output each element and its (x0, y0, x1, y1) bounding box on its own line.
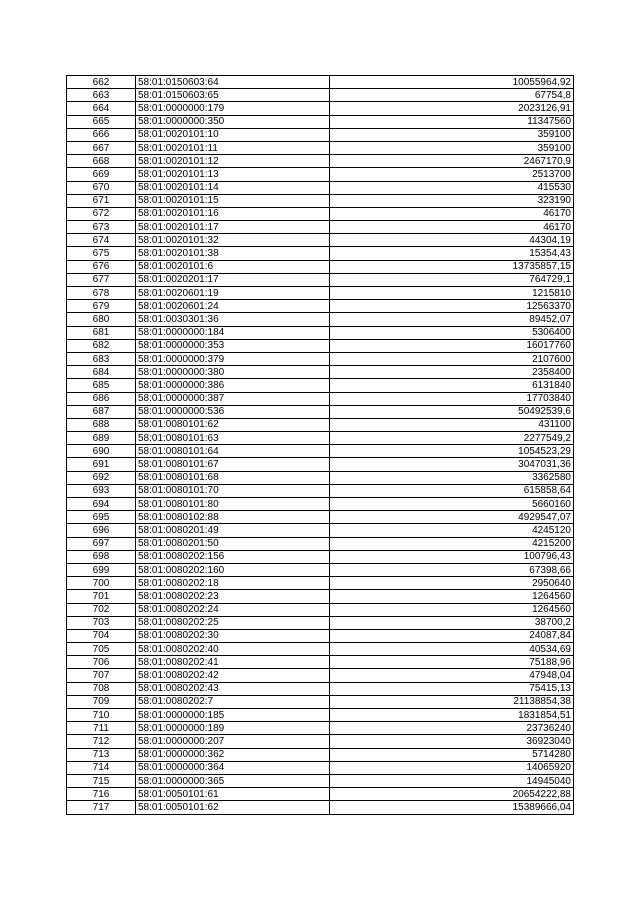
value-cell: 46170 (330, 207, 574, 220)
cadastral-number-cell: 58:01:0020101:38 (136, 247, 330, 260)
cadastral-number-cell: 58:01:0000000:189 (136, 722, 330, 735)
value-cell: 2107600 (330, 352, 574, 365)
row-number-cell: 674 (67, 234, 136, 247)
data-table (66, 75, 574, 815)
row-number-cell: 681 (67, 326, 136, 339)
value-cell: 11347560 (330, 115, 574, 128)
table-row (67, 128, 574, 141)
row-number-cell: 703 (67, 616, 136, 629)
cadastral-number-cell: 58:01:0020101:15 (136, 194, 330, 207)
row-number-cell: 701 (67, 590, 136, 603)
cadastral-number-cell: 58:01:0080202:41 (136, 656, 330, 669)
cadastral-number-cell: 58:01:0000000:350 (136, 115, 330, 128)
table-row (67, 709, 574, 722)
table-row (67, 366, 574, 379)
row-number-cell: 680 (67, 313, 136, 326)
table-row (67, 194, 574, 207)
value-cell: 5660160 (330, 498, 574, 511)
value-cell: 3047031,36 (330, 458, 574, 471)
table-row (67, 260, 574, 273)
row-number-cell: 704 (67, 629, 136, 642)
value-cell: 415530 (330, 181, 574, 194)
row-number-cell: 715 (67, 774, 136, 787)
value-cell: 17703840 (330, 392, 574, 405)
cadastral-number-cell: 58:01:0080202:160 (136, 563, 330, 576)
cadastral-number-cell: 58:01:0150603:65 (136, 89, 330, 102)
cadastral-number-cell: 58:01:0020101:10 (136, 128, 330, 141)
table-row (67, 788, 574, 801)
value-cell: 4245120 (330, 524, 574, 537)
cadastral-number-cell: 58:01:0080202:7 (136, 695, 330, 708)
value-cell: 50492539,6 (330, 405, 574, 418)
value-cell: 5306400 (330, 326, 574, 339)
table-row (67, 445, 574, 458)
value-cell: 13735857,15 (330, 260, 574, 273)
row-number-cell: 709 (67, 695, 136, 708)
value-cell: 4215200 (330, 537, 574, 550)
value-cell: 100796,43 (330, 550, 574, 563)
table-row (67, 76, 574, 89)
cadastral-number-cell: 58:01:0000000:386 (136, 379, 330, 392)
table-row (67, 471, 574, 484)
table-row (67, 300, 574, 313)
row-number-cell: 705 (67, 643, 136, 656)
value-cell: 14945040 (330, 774, 574, 787)
row-number-cell: 702 (67, 603, 136, 616)
row-number-cell: 698 (67, 550, 136, 563)
row-number-cell: 714 (67, 761, 136, 774)
value-cell: 431100 (330, 418, 574, 431)
table-row (67, 379, 574, 392)
row-number-cell: 663 (67, 89, 136, 102)
cadastral-number-cell: 58:01:0020101:16 (136, 207, 330, 220)
table-row (67, 102, 574, 115)
table-row (67, 616, 574, 629)
table-row (67, 537, 574, 550)
cadastral-number-cell: 58:01:0020101:32 (136, 234, 330, 247)
value-cell: 75415,13 (330, 682, 574, 695)
cadastral-number-cell: 58:01:0080101:80 (136, 498, 330, 511)
value-cell: 359100 (330, 141, 574, 154)
cadastral-number-cell: 58:01:0080101:63 (136, 432, 330, 445)
value-cell: 15389666,04 (330, 801, 574, 814)
table-row (67, 603, 574, 616)
cadastral-number-cell: 58:01:0020601:19 (136, 287, 330, 300)
table-row (67, 563, 574, 576)
cadastral-number-cell: 58:01:0020601:24 (136, 300, 330, 313)
value-cell: 36923040 (330, 735, 574, 748)
table-row (67, 669, 574, 682)
table-row (67, 115, 574, 128)
cadastral-number-cell: 58:01:0080102:88 (136, 511, 330, 524)
cadastral-number-cell: 58:01:0000000:362 (136, 748, 330, 761)
table-row (67, 590, 574, 603)
value-cell: 24087,84 (330, 629, 574, 642)
row-number-cell: 697 (67, 537, 136, 550)
value-cell: 1264560 (330, 590, 574, 603)
value-cell: 4929547,07 (330, 511, 574, 524)
table-body (67, 76, 574, 815)
row-number-cell: 707 (67, 669, 136, 682)
row-number-cell: 696 (67, 524, 136, 537)
row-number-cell: 686 (67, 392, 136, 405)
table-row (67, 207, 574, 220)
table-row (67, 234, 574, 247)
table-row (67, 339, 574, 352)
table-row (67, 392, 574, 405)
cadastral-number-cell: 58:01:0080201:49 (136, 524, 330, 537)
table-row (67, 89, 574, 102)
table-row (67, 141, 574, 154)
row-number-cell: 684 (67, 366, 136, 379)
cadastral-number-cell: 58:01:0050101:62 (136, 801, 330, 814)
row-number-cell: 669 (67, 168, 136, 181)
value-cell: 67398,66 (330, 563, 574, 576)
table-row (67, 695, 574, 708)
table-row (67, 801, 574, 814)
cadastral-number-cell: 58:01:0020201:17 (136, 273, 330, 286)
value-cell: 1054523,29 (330, 445, 574, 458)
value-cell: 3362580 (330, 471, 574, 484)
table-row (67, 511, 574, 524)
cadastral-number-cell: 58:01:0000000:179 (136, 102, 330, 115)
row-number-cell: 693 (67, 484, 136, 497)
cadastral-number-cell: 58:01:0080202:24 (136, 603, 330, 616)
value-cell: 44304,19 (330, 234, 574, 247)
cadastral-number-cell: 58:01:0000000:185 (136, 709, 330, 722)
value-cell: 20654222,88 (330, 788, 574, 801)
value-cell: 1215810 (330, 287, 574, 300)
cadastral-number-cell: 58:01:0000000:364 (136, 761, 330, 774)
row-number-cell: 683 (67, 352, 136, 365)
row-number-cell: 664 (67, 102, 136, 115)
table-row (67, 577, 574, 590)
table-row (67, 458, 574, 471)
cadastral-number-cell: 58:01:0080101:70 (136, 484, 330, 497)
cadastral-number-cell: 58:01:0000000:380 (136, 366, 330, 379)
row-number-cell: 685 (67, 379, 136, 392)
value-cell: 89452,07 (330, 313, 574, 326)
row-number-cell: 690 (67, 445, 136, 458)
cadastral-number-cell: 58:01:0000000:184 (136, 326, 330, 339)
row-number-cell: 687 (67, 405, 136, 418)
row-number-cell: 672 (67, 207, 136, 220)
table-row (67, 221, 574, 234)
row-number-cell: 667 (67, 141, 136, 154)
cadastral-number-cell: 58:01:0020101:14 (136, 181, 330, 194)
cadastral-number-cell: 58:01:0050101:61 (136, 788, 330, 801)
cadastral-number-cell: 58:01:0080202:40 (136, 643, 330, 656)
row-number-cell: 679 (67, 300, 136, 313)
cadastral-number-cell: 58:01:0000000:365 (136, 774, 330, 787)
cadastral-number-cell: 58:01:0080202:23 (136, 590, 330, 603)
cadastral-number-cell: 58:01:0020101:12 (136, 155, 330, 168)
table-row (67, 498, 574, 511)
table-row (67, 313, 574, 326)
table-row (67, 168, 574, 181)
row-number-cell: 676 (67, 260, 136, 273)
row-number-cell: 711 (67, 722, 136, 735)
cadastral-number-cell: 58:01:0080202:156 (136, 550, 330, 563)
row-number-cell: 694 (67, 498, 136, 511)
value-cell: 2513700 (330, 168, 574, 181)
table-row (67, 418, 574, 431)
row-number-cell: 712 (67, 735, 136, 748)
table-row (67, 155, 574, 168)
table-row (67, 405, 574, 418)
cadastral-number-cell: 58:01:0080202:25 (136, 616, 330, 629)
value-cell: 75188,96 (330, 656, 574, 669)
value-cell: 359100 (330, 128, 574, 141)
value-cell: 5714280 (330, 748, 574, 761)
row-number-cell: 710 (67, 709, 136, 722)
value-cell: 12563370 (330, 300, 574, 313)
row-number-cell: 662 (67, 76, 136, 89)
table-row (67, 722, 574, 735)
row-number-cell: 670 (67, 181, 136, 194)
value-cell: 2358400 (330, 366, 574, 379)
table-row (67, 287, 574, 300)
cadastral-number-cell: 58:01:0030301:36 (136, 313, 330, 326)
cadastral-number-cell: 58:01:0150603:64 (136, 76, 330, 89)
cadastral-number-cell: 58:01:0080202:43 (136, 682, 330, 695)
value-cell: 47948,04 (330, 669, 574, 682)
cadastral-number-cell: 58:01:0080101:62 (136, 418, 330, 431)
cadastral-number-cell: 58:01:0080101:68 (136, 471, 330, 484)
table-row (67, 748, 574, 761)
cadastral-number-cell: 58:01:0080202:18 (136, 577, 330, 590)
table-row (67, 432, 574, 445)
value-cell: 23736240 (330, 722, 574, 735)
cadastral-number-cell: 58:01:0080101:64 (136, 445, 330, 458)
value-cell: 67754,8 (330, 89, 574, 102)
value-cell: 2467170,9 (330, 155, 574, 168)
row-number-cell: 716 (67, 788, 136, 801)
cadastral-number-cell: 58:01:0080101:67 (136, 458, 330, 471)
row-number-cell: 713 (67, 748, 136, 761)
row-number-cell: 677 (67, 273, 136, 286)
row-number-cell: 682 (67, 339, 136, 352)
row-number-cell: 668 (67, 155, 136, 168)
row-number-cell: 708 (67, 682, 136, 695)
value-cell: 38700,2 (330, 616, 574, 629)
value-cell: 46170 (330, 221, 574, 234)
value-cell: 40534,69 (330, 643, 574, 656)
value-cell: 6131840 (330, 379, 574, 392)
row-number-cell: 700 (67, 577, 136, 590)
table-row (67, 643, 574, 656)
row-number-cell: 689 (67, 432, 136, 445)
cadastral-number-cell: 58:01:0080202:30 (136, 629, 330, 642)
table-row (67, 656, 574, 669)
cadastral-number-cell: 58:01:0000000:207 (136, 735, 330, 748)
value-cell: 2277549,2 (330, 432, 574, 445)
table-row (67, 774, 574, 787)
cadastral-number-cell: 58:01:0020101:13 (136, 168, 330, 181)
row-number-cell: 675 (67, 247, 136, 260)
table-row (67, 735, 574, 748)
row-number-cell: 688 (67, 418, 136, 431)
cadastral-number-cell: 58:01:0080202:42 (136, 669, 330, 682)
table-row (67, 761, 574, 774)
value-cell: 323190 (330, 194, 574, 207)
value-cell: 14065920 (330, 761, 574, 774)
table-row (67, 181, 574, 194)
cadastral-number-cell: 58:01:0080201:50 (136, 537, 330, 550)
value-cell: 764729,1 (330, 273, 574, 286)
table-row (67, 352, 574, 365)
value-cell: 16017760 (330, 339, 574, 352)
row-number-cell: 692 (67, 471, 136, 484)
row-number-cell: 673 (67, 221, 136, 234)
cadastral-number-cell: 58:01:0020101:17 (136, 221, 330, 234)
table-row (67, 524, 574, 537)
row-number-cell: 691 (67, 458, 136, 471)
value-cell: 21138854,38 (330, 695, 574, 708)
row-number-cell: 666 (67, 128, 136, 141)
value-cell: 1831854,51 (330, 709, 574, 722)
table-row (67, 682, 574, 695)
cadastral-number-cell: 58:01:0000000:387 (136, 392, 330, 405)
value-cell: 2950640 (330, 577, 574, 590)
cadastral-number-cell: 58:01:0020101:6 (136, 260, 330, 273)
row-number-cell: 665 (67, 115, 136, 128)
cadastral-number-cell: 58:01:0000000:379 (136, 352, 330, 365)
value-cell: 10055964,92 (330, 76, 574, 89)
cadastral-number-cell: 58:01:0000000:353 (136, 339, 330, 352)
value-cell: 1264560 (330, 603, 574, 616)
table-row (67, 247, 574, 260)
row-number-cell: 699 (67, 563, 136, 576)
table-row (67, 326, 574, 339)
row-number-cell: 695 (67, 511, 136, 524)
row-number-cell: 678 (67, 287, 136, 300)
table-row (67, 629, 574, 642)
row-number-cell: 671 (67, 194, 136, 207)
value-cell: 2023126,91 (330, 102, 574, 115)
table-row (67, 273, 574, 286)
row-number-cell: 717 (67, 801, 136, 814)
cadastral-number-cell: 58:01:0000000:536 (136, 405, 330, 418)
value-cell: 615858,64 (330, 484, 574, 497)
value-cell: 15354,43 (330, 247, 574, 260)
cadastral-number-cell: 58:01:0020101:11 (136, 141, 330, 154)
table-row (67, 484, 574, 497)
row-number-cell: 706 (67, 656, 136, 669)
table-row (67, 550, 574, 563)
